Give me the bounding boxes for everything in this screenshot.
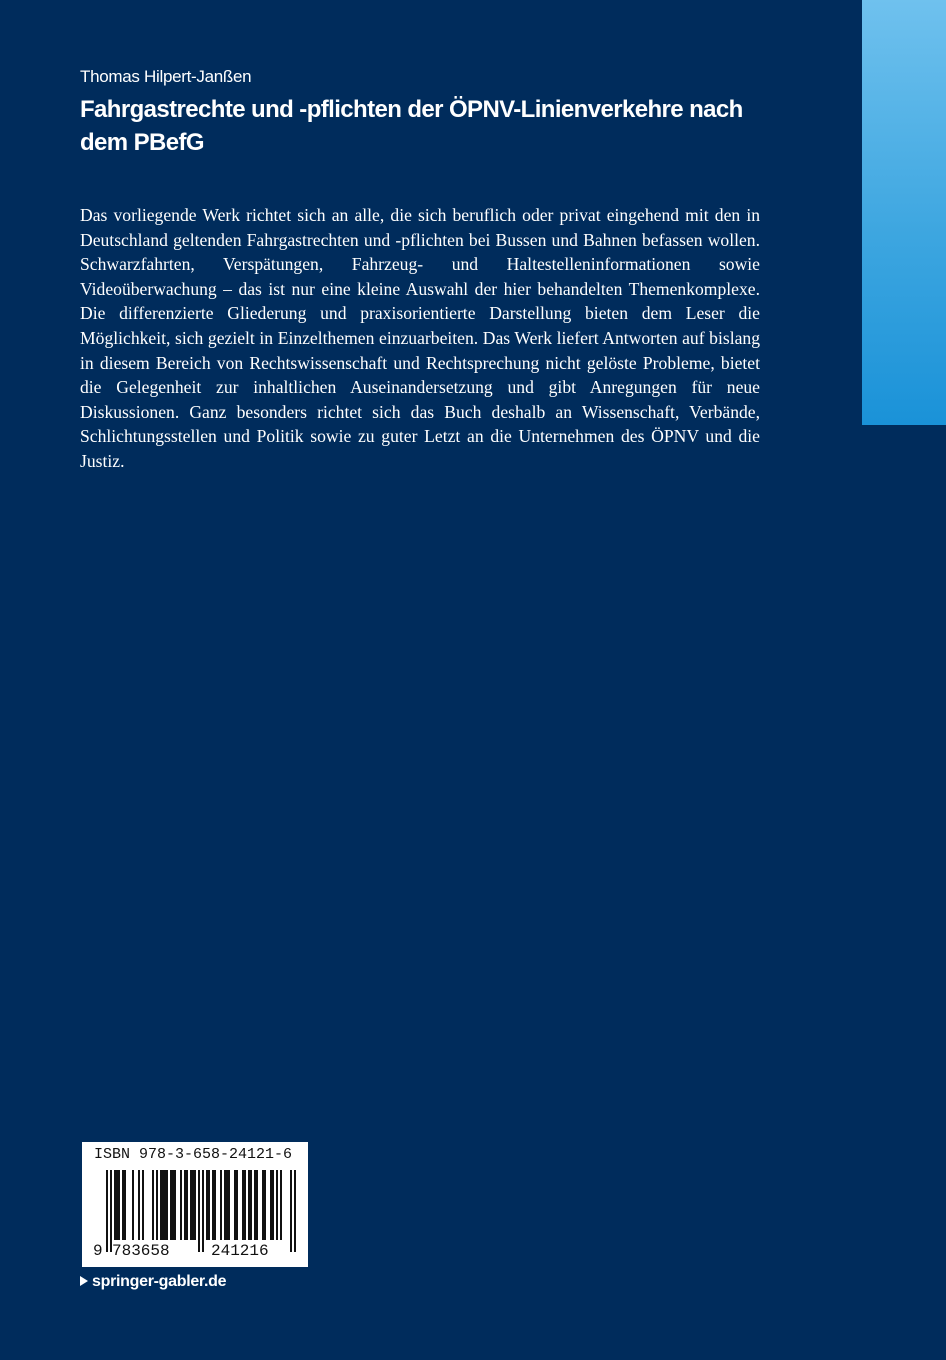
barcode-bar: [152, 1170, 154, 1240]
barcode-bar: [214, 1170, 216, 1240]
author-name: Thomas Hilpert-Janßen: [80, 67, 252, 86]
publisher-url: springer-gabler.de: [92, 1273, 227, 1290]
barcode-digit-first: 9: [93, 1242, 103, 1260]
barcode-bar: [162, 1170, 164, 1240]
barcode-guard-bar: [106, 1170, 108, 1252]
barcode-digits-right: 241216: [211, 1242, 269, 1260]
barcode-bar: [114, 1170, 116, 1240]
barcode-bar: [250, 1170, 252, 1240]
barcode-guard-bar: [110, 1170, 112, 1252]
barcode-bar: [280, 1170, 282, 1240]
barcode-guard-bar: [294, 1170, 296, 1252]
barcode-bar: [124, 1170, 126, 1240]
barcode-bar: [116, 1170, 118, 1240]
barcode-bar: [192, 1170, 194, 1240]
publisher-link[interactable]: [80, 1273, 226, 1291]
book-title: Fahrgastrechte und -pflichten der ÖPNV-Linienverkehre nach dem PBefG: [80, 96, 743, 156]
isbn-label: ISBN 978-3-658-24121-6: [94, 1146, 293, 1163]
barcode-bar: [184, 1170, 186, 1240]
barcode-bar: [190, 1170, 192, 1240]
barcode-bar: [220, 1170, 222, 1240]
barcode-bar: [234, 1170, 236, 1240]
arrow-right-icon: [80, 1276, 88, 1286]
barcode-bar: [174, 1170, 176, 1240]
barcode-bar: [270, 1170, 272, 1240]
barcode-bar: [118, 1170, 120, 1240]
book-description: Das vorliegende Werk richtet sich an alle, die sich beruflich oder privat eingehend mit den in Deutschland geltenden Fahrgastrechten und -pflichten bei Bussen und Bahnen befassen wollen. Schwarzfahrten, Verspätungen, Fahrzeug- und Haltestelleninformationen sowie Videoüberwachung – das ist nur eine kleine Auswahl der hier behandelten Themenkomplexe. Die differenzierte Gliederung und praxisorientierte Darstellung bieten dem Leser die Möglichkeit, sich gezielt in Einzelthemen einzuarbeiten. Das Werk liefert Antworten auf bislang in diesem Bereich von Rechtswissenschaft und Rechtsprechung nicht gelöste Probleme, bietet die Gelegenheit zur inhaltlichen Auseinandersetzung und gibt Anregungen für neue Diskussionen. Ganz besonders richtet sich das Buch deshalb an Wissenschaft, Verbände, Schlichtungsstellen und Politik sowie zu guter Letzt an die Unternehmen des ÖPNV und die Justiz.: [80, 205, 760, 471]
barcode-bar: [160, 1170, 162, 1240]
barcode-guard-bar: [198, 1170, 200, 1252]
barcode-bar: [264, 1170, 266, 1240]
barcode-bar: [194, 1170, 196, 1240]
barcode-bar: [242, 1170, 244, 1240]
barcode-guard-bar: [290, 1170, 292, 1252]
barcode-bar: [206, 1170, 208, 1240]
barcode-bar: [166, 1170, 168, 1240]
isbn-barcode: [82, 1142, 308, 1267]
barcode-bar: [228, 1170, 230, 1240]
barcode-bar: [156, 1170, 158, 1240]
barcode-bar: [212, 1170, 214, 1240]
barcode-bar: [262, 1170, 264, 1240]
barcode-bar: [170, 1170, 172, 1240]
accent-bar: [862, 0, 946, 425]
barcode-bar: [180, 1170, 182, 1240]
barcode-bar: [138, 1170, 140, 1240]
barcode-bar: [254, 1170, 256, 1240]
barcode-bar: [142, 1170, 144, 1240]
barcode-bar: [244, 1170, 246, 1240]
barcode-bar: [272, 1170, 274, 1240]
barcode-bar: [172, 1170, 174, 1240]
barcode-bar: [186, 1170, 188, 1240]
barcode-bar: [164, 1170, 166, 1240]
barcode-bar: [132, 1170, 134, 1240]
barcode-bar: [248, 1170, 250, 1240]
barcode-bar: [226, 1170, 228, 1240]
barcode-bar: [208, 1170, 210, 1240]
barcode-bar: [256, 1170, 258, 1240]
barcode-bar: [236, 1170, 238, 1240]
barcode-guard-bar: [202, 1170, 204, 1252]
barcode-digits-left: 783658: [112, 1242, 170, 1260]
barcode-bar: [122, 1170, 124, 1240]
barcode-bar: [224, 1170, 226, 1240]
barcode-bar: [276, 1170, 278, 1240]
